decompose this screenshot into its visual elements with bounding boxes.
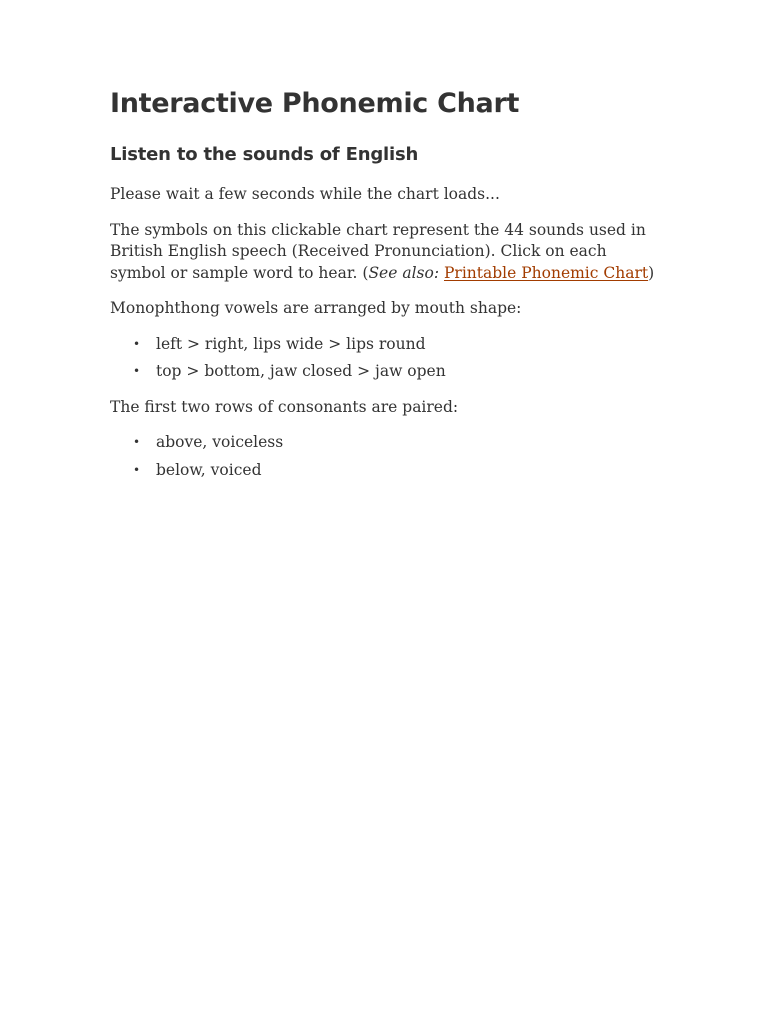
bullet-icon: • (133, 462, 141, 477)
see-also-label: See also: (368, 263, 440, 282)
list-item-text: above, voiceless (156, 433, 284, 451)
vowels-list (110, 334, 666, 383)
list-item (133, 334, 666, 356)
intro-closing-paren: ) (648, 263, 655, 282)
loading-message: Please wait a few seconds while the chart loads... (110, 185, 500, 203)
bullet-icon: • (133, 364, 141, 378)
consonants-list (110, 432, 666, 481)
list-item (133, 432, 666, 454)
list-item (133, 460, 666, 482)
printable-chart-link[interactable]: Printable Phonemic Chart (443, 263, 649, 282)
list-item-text: top > bottom, jaw closed > jaw open (156, 362, 446, 380)
vowels-heading: Monophthong vowels are arranged by mouth shape: (110, 299, 522, 317)
list-item-text: left > right, lips wide > lips round (156, 334, 426, 353)
page-title: Interactive Phonemic Chart (110, 88, 520, 119)
list-item (133, 361, 666, 383)
intro-paragraph (110, 220, 666, 285)
consonants-heading: The first two rows of consonants are paired: (110, 397, 459, 416)
intro-text: The symbols on this clickable chart represent the 44 sounds used in British English speech (Received Pronunciation). Click on each symbol or sample word to hear. ( (110, 220, 646, 282)
bullet-icon: • (133, 336, 141, 351)
bullet-icon: • (133, 435, 141, 449)
article (110, 82, 666, 487)
page-subtitle: Listen to the sounds of English (110, 144, 419, 165)
list-item-text: below, voiced (156, 460, 262, 479)
